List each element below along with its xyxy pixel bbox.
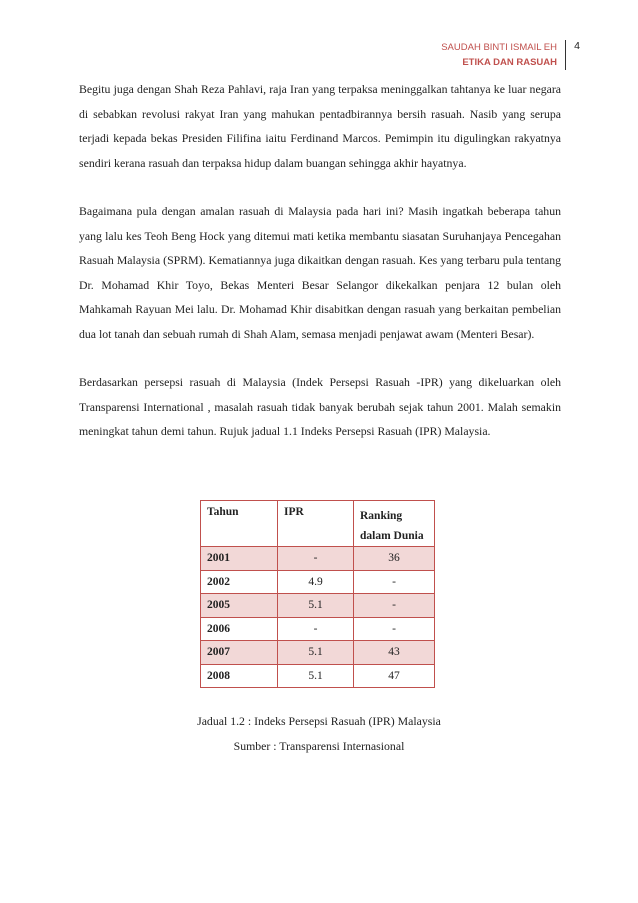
header-ipr: IPR: [278, 501, 354, 547]
cell-rank: -: [354, 570, 435, 594]
cell-year: 2007: [201, 641, 278, 665]
header-ranking-line1: Ranking: [360, 510, 403, 522]
cell-ipr: 5.1: [278, 664, 354, 688]
paragraph-2: Bagaimana pula dengan amalan rasuah di Malaysia pada hari ini? Masih ingatkah beberapa tahun yang lalu kes Teoh Beng Hock yang ditemui mati ketika membantu siasatan Suruhanjaya Pencegahan Rasuah Malaysia (SPRM). Kematiannya juga dikaitkan dengan rasuah. Kes yang terbaru pula tentang Dr. Mohamad Khir Toyo, Bekas Menteri Besar Selangor dikekalkan penjara 12 bulan oleh Mahkamah Rayuan Mei lalu. Dr. Mohamad Khir disabitkan dengan rasuah yang berkaitan pembelian dua lot tanah dan sebuah rumah di Shah Alam, semasa menjadi penjawat awam (Menteri Besar).: [79, 204, 561, 341]
cell-ipr: -: [278, 617, 354, 641]
header-year: Tahun: [201, 501, 278, 547]
cell-rank: -: [354, 617, 435, 641]
cell-year: 2001: [201, 547, 278, 571]
cell-rank: 36: [354, 547, 435, 571]
table-row: [201, 617, 435, 641]
header-author: SAUDAH BINTI ISMAIL EH: [441, 42, 557, 53]
paragraph-3: Berdasarkan persepsi rasuah di Malaysia (Indek Persepsi Rasuah -IPR) yang dikeluarkan oleh Transparensi International , masalah rasuah tidak banyak berubah sejak tahun 2001. Malah semakin meningkat tahun demi tahun. Rujuk jadual 1.1 Indeks Persepsi Rasuah (IPR) Malaysia.: [79, 375, 561, 438]
table-row: [201, 570, 435, 594]
table-row: [201, 594, 435, 618]
table-header-row: [201, 501, 435, 547]
table-caption: [0, 709, 638, 758]
cell-rank: 43: [354, 641, 435, 665]
document-body: [79, 77, 561, 468]
header-ranking-line2: dalam Dunia: [360, 530, 424, 542]
cell-ipr: 5.1: [278, 641, 354, 665]
cell-year: 2006: [201, 617, 278, 641]
cell-rank: 47: [354, 664, 435, 688]
page-header: [441, 40, 566, 70]
caption-source: Sumber : Transparensi Internasional: [233, 738, 405, 753]
cell-rank: -: [354, 594, 435, 618]
paragraph-1: Begitu juga dengan Shah Reza Pahlavi, raja Iran yang terpaksa meninggalkan tahtanya ke luar negara di sebabkan revolusi rakyat Iran yang mahukan pentadbirannya bersih rasuah. Nasib yang serupa terjadi kepada bekas Presiden Filifina iaitu Ferdinand Marcos. Pemimpin itu digulingkan rakyatnya sendiri kerana rasuah dan terpaksa hidup dalam buangan sehingga akhir hayatnya.: [79, 82, 561, 170]
page-number: 4: [574, 40, 580, 52]
cell-year: 2005: [201, 594, 278, 618]
table-row: [201, 547, 435, 571]
cell-year: 2008: [201, 664, 278, 688]
cell-year: 2002: [201, 570, 278, 594]
cell-ipr: 5.1: [278, 594, 354, 618]
cell-ipr: 4.9: [278, 570, 354, 594]
ipr-table: [200, 500, 435, 688]
header-ranking: [354, 501, 435, 547]
ipr-table-container: [200, 500, 435, 688]
caption-title: Jadual 1.2 : Indeks Persepsi Rasuah (IPR) Malaysia: [197, 714, 441, 728]
table-row: [201, 641, 435, 665]
header-subject: ETIKA DAN RASUAH: [462, 57, 557, 68]
table-row: [201, 664, 435, 688]
cell-ipr: -: [278, 547, 354, 571]
